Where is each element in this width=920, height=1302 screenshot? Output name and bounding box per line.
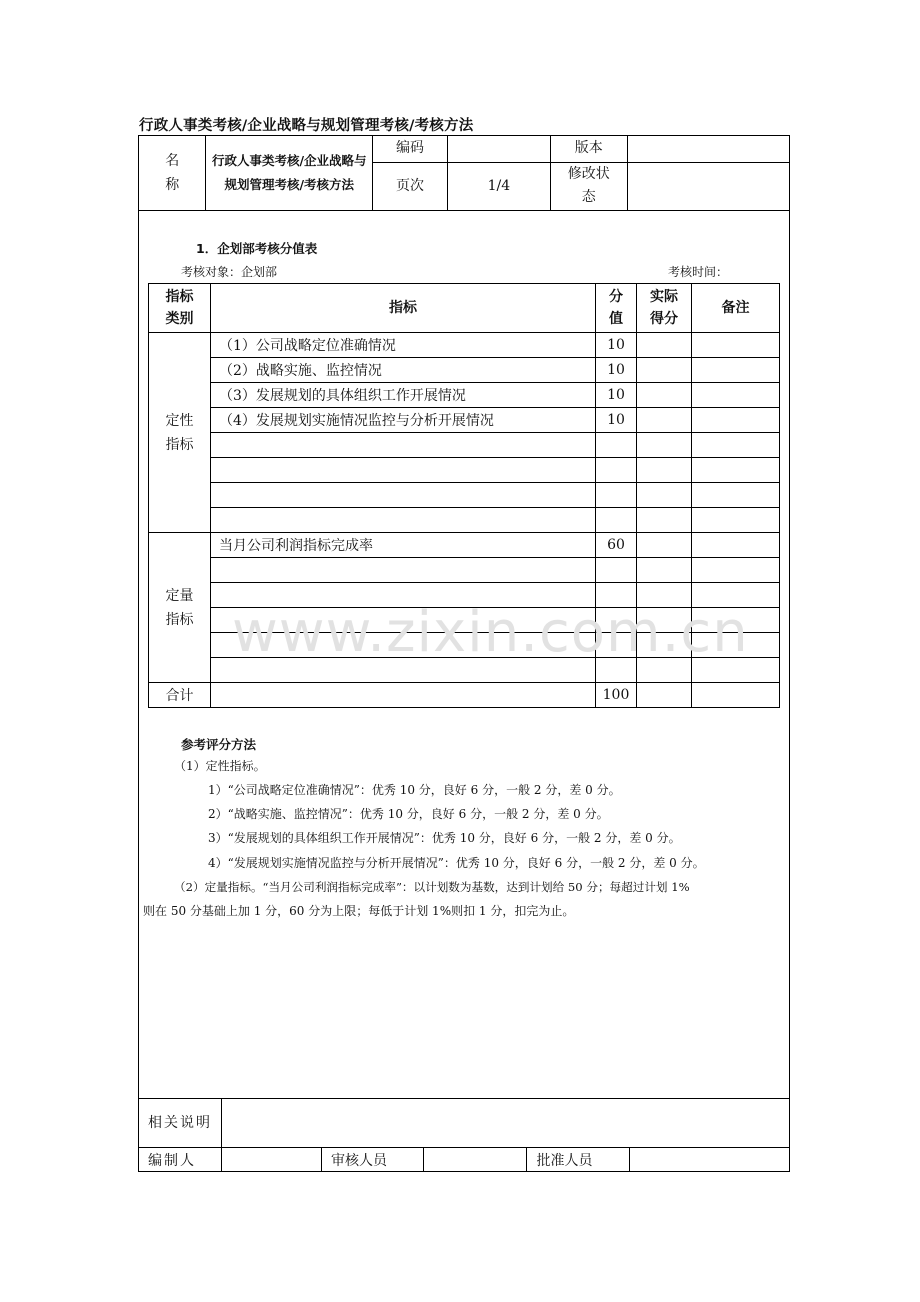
score-cell: 10 [596, 408, 637, 433]
note-cell [692, 608, 780, 633]
quantitative-line-1: （2）定量指标。“当月公司利润指标完成率”：以计划数为基数，达到计划给 50 分；每超过计划 1% [174, 880, 690, 894]
indicator-cell [211, 483, 596, 508]
category-quantitative: 定量指标 [149, 533, 211, 683]
qualitative-item: 2）“战略实施、监控情况”：优秀 10 分，良好 6 分，一般 2 分，差 0 分。 [208, 807, 609, 821]
related-value [221, 1099, 789, 1148]
actual-score-cell [637, 333, 692, 358]
indicator-cell [211, 433, 596, 458]
editor-value [221, 1148, 321, 1172]
total-score: 100 [596, 683, 637, 708]
actual-score-cell [637, 458, 692, 483]
indicator-cell [211, 658, 596, 683]
category-qualitative: 定性指标 [149, 333, 211, 533]
qualitative-item: 3）“发展规划的具体组织工作开展情况”：优秀 10 分，良好 6 分，一般 2 分，差 0 分。 [208, 831, 681, 845]
qualitative-heading: （1）定性指标。 [174, 759, 266, 773]
assessment-time: 考核时间： [668, 265, 729, 279]
score-cell: 10 [596, 383, 637, 408]
actual-score-cell [637, 483, 692, 508]
note-cell [692, 508, 780, 533]
revision-value [627, 162, 789, 210]
note-cell [692, 408, 780, 433]
note-cell [692, 633, 780, 658]
total-indicator-cell [211, 683, 596, 708]
indicator-cell: （2）战略实施、监控情况 [211, 358, 596, 383]
actual-score-cell [637, 408, 692, 433]
actual-score-cell [637, 583, 692, 608]
col-header-actual: 实际得分 [637, 284, 692, 333]
note-cell [692, 558, 780, 583]
version-value [627, 136, 789, 162]
assessment-target: 考核对象：企划部 [181, 265, 278, 279]
note-cell [692, 333, 780, 358]
note-cell [692, 458, 780, 483]
indicator-cell [211, 633, 596, 658]
name-label: 名称 [139, 136, 206, 210]
footer-table [139, 1098, 789, 1172]
reviewer-label: 审核人员 [321, 1148, 423, 1172]
indicator-cell [211, 583, 596, 608]
score-cell [596, 483, 637, 508]
indicator-cell: 当月公司利润指标完成率 [211, 533, 596, 558]
note-cell [692, 383, 780, 408]
note-cell [692, 483, 780, 508]
actual-score-cell [637, 533, 692, 558]
total-note-cell [692, 683, 780, 708]
name-value: 行政人事类考核/企业战略与规划管理考核/考核方法 [206, 136, 373, 210]
revision-label: 修改状态 [550, 162, 627, 210]
note-cell [692, 358, 780, 383]
actual-score-cell [637, 508, 692, 533]
indicator-cell [211, 608, 596, 633]
score-cell [596, 558, 637, 583]
total-actual-cell [637, 683, 692, 708]
approver-label: 批准人员 [527, 1148, 629, 1172]
document-title: 行政人事类考核/企业战略与规划管理考核/考核方法 [139, 118, 474, 134]
code-label: 编码 [373, 136, 448, 162]
score-cell: 10 [596, 358, 637, 383]
indicator-cell [211, 558, 596, 583]
score-cell [596, 658, 637, 683]
score-cell: 10 [596, 333, 637, 358]
method-title: 参考评分方法 [181, 737, 257, 752]
note-cell [692, 433, 780, 458]
qualitative-item: 4）“发展规划实施情况监控与分析开展情况”：优秀 10 分，良好 6 分，一般 2 分，差 0 分。 [208, 856, 705, 870]
qualitative-item: 1）“公司战略定位准确情况”：优秀 10 分，良好 6 分，一般 2 分，差 0 分。 [208, 783, 621, 797]
col-header-note: 备注 [692, 284, 780, 333]
indicator-cell [211, 458, 596, 483]
actual-score-cell [637, 433, 692, 458]
actual-score-cell [637, 633, 692, 658]
header-table [139, 136, 789, 211]
score-cell [596, 633, 637, 658]
editor-label: 编制人 [139, 1148, 221, 1172]
page-value: 1/4 [447, 162, 550, 210]
code-value [447, 136, 550, 162]
quantitative-line-2: 则在 50 分基础上加 1 分，60 分为上限；每低于计划 1%则扣 1 分，扣完为止。 [143, 904, 575, 918]
col-header-indicator: 指标 [211, 284, 596, 333]
indicator-cell: （3）发展规划的具体组织工作开展情况 [211, 383, 596, 408]
actual-score-cell [637, 358, 692, 383]
watermark: www.zixin.com.cn [232, 600, 749, 665]
actual-score-cell [637, 383, 692, 408]
score-cell [596, 583, 637, 608]
note-cell [692, 583, 780, 608]
section-title: 1．企划部考核分值表 [196, 241, 318, 256]
score-cell: 60 [596, 533, 637, 558]
indicator-cell [211, 508, 596, 533]
reviewer-value [424, 1148, 527, 1172]
related-label: 相关说明 [139, 1099, 221, 1148]
actual-score-cell [637, 658, 692, 683]
col-header-category: 指标类别 [149, 284, 211, 333]
score-cell [596, 433, 637, 458]
actual-score-cell [637, 558, 692, 583]
actual-score-cell [637, 608, 692, 633]
indicator-cell: （1）公司战略定位准确情况 [211, 333, 596, 358]
note-cell [692, 533, 780, 558]
version-label: 版本 [550, 136, 627, 162]
score-cell [596, 458, 637, 483]
note-cell [692, 658, 780, 683]
score-table [148, 283, 780, 708]
score-cell [596, 608, 637, 633]
document-frame [138, 135, 790, 1172]
col-header-score: 分值 [596, 284, 637, 333]
total-label: 合计 [149, 683, 211, 708]
score-cell [596, 508, 637, 533]
page-label: 页次 [373, 162, 448, 210]
approver-value [629, 1148, 789, 1172]
indicator-cell: （4）发展规划实施情况监控与分析开展情况 [211, 408, 596, 433]
